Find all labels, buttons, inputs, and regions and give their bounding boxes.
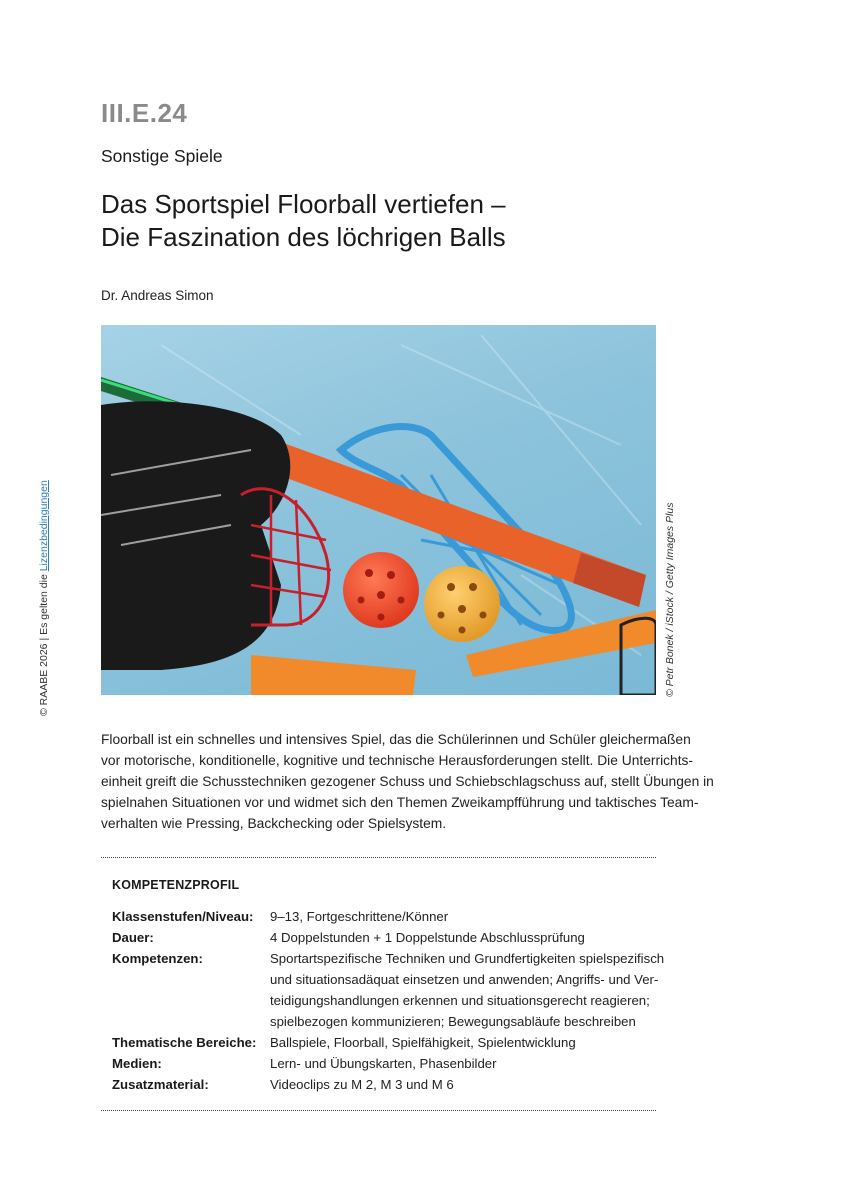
profile-value xyxy=(270,948,664,1032)
profile-key: Thematische Bereiche: xyxy=(112,1035,257,1050)
value-line: spielbezogen kommunizieren; Bewegungsabläufe beschreiben xyxy=(270,1014,636,1029)
unit-code: III.E.24 xyxy=(101,98,188,128)
value-line: Ballspiele, Floorball, Spielfähigkeit, Spielentwicklung xyxy=(270,1035,576,1050)
profile-value xyxy=(270,1074,662,1095)
category-label: Sonstige Spiele xyxy=(101,146,223,166)
profile-key: Klassenstufen/Niveau: xyxy=(112,909,254,924)
profile-row xyxy=(112,927,662,948)
profile-value xyxy=(270,927,662,948)
competence-profile-table xyxy=(112,906,665,1095)
intro-line: spielnahen Situationen vor und widmet sich den Themen Zweikampfführung und taktisches Team- xyxy=(101,795,699,810)
dotted-divider-bottom xyxy=(101,1110,656,1111)
intro-line: vor motorische, konditionelle, kognitive und technische Herausforderungen stellt. Die Unterrichts- xyxy=(101,753,694,768)
floorball-equipment-illustration xyxy=(101,325,656,695)
profile-value xyxy=(270,1032,662,1053)
intro-line: Floorball ist ein schnelles und intensives Spiel, das die Schülerinnen und Schüler gleichermaßen xyxy=(101,732,691,747)
profile-row xyxy=(112,948,665,1032)
profile-heading: KOMPETENZPROFIL xyxy=(112,878,240,892)
profile-value xyxy=(270,906,662,927)
profile-row xyxy=(112,906,662,927)
value-line: 4 Doppelstunden + 1 Doppelstunde Abschlussprüfung xyxy=(270,930,585,945)
license-link[interactable]: Lizenzbedingungen xyxy=(38,480,50,572)
profile-key: Dauer: xyxy=(112,930,154,945)
intro-line: einheit greift die Schusstechniken gezogener Schuss und Schiebschlagschuss auf, stellt Übungen in xyxy=(101,774,714,789)
value-line: Videoclips zu M 2, M 3 und M 6 xyxy=(270,1077,454,1092)
profile-row xyxy=(112,1032,662,1053)
value-line: teidigungshandlungen erkennen und situationsgerecht reagieren; xyxy=(270,993,650,1008)
cover-photo xyxy=(101,325,656,695)
profile-key: Kompetenzen: xyxy=(112,951,203,966)
title-line: Die Faszination des löchrigen Balls xyxy=(101,222,506,252)
value-line: Sportartspezifische Techniken und Grundfertigkeiten spielspezifisch xyxy=(270,951,665,966)
license-notice xyxy=(38,480,50,716)
intro-paragraph xyxy=(101,729,714,834)
value-line: 9–13, Fortgeschrittene/Könner xyxy=(270,909,449,924)
profile-key: Medien: xyxy=(112,1056,162,1071)
profile-value xyxy=(270,1053,662,1074)
page-title xyxy=(101,188,661,254)
photo-credit: © Petr Bonek / iStock / Getty Images Plus xyxy=(664,502,676,697)
author: Dr. Andreas Simon xyxy=(101,288,214,303)
dotted-divider-top xyxy=(101,857,656,858)
profile-row xyxy=(112,1053,662,1074)
copyright-text: © RAABE 2026 | Es gelten die xyxy=(38,571,50,716)
intro-line: verhalten wie Pressing, Backchecking oder Spielsystem. xyxy=(101,816,447,831)
title-line: Das Sportspiel Floorball vertiefen – xyxy=(101,189,506,219)
value-line: Lern- und Übungskarten, Phasenbilder xyxy=(270,1056,497,1071)
profile-row xyxy=(112,1074,662,1095)
value-line: und situationsadäquat einsetzen und anwenden; Angriffs- und Ver- xyxy=(270,972,659,987)
profile-key: Zusatzmaterial: xyxy=(112,1077,209,1092)
